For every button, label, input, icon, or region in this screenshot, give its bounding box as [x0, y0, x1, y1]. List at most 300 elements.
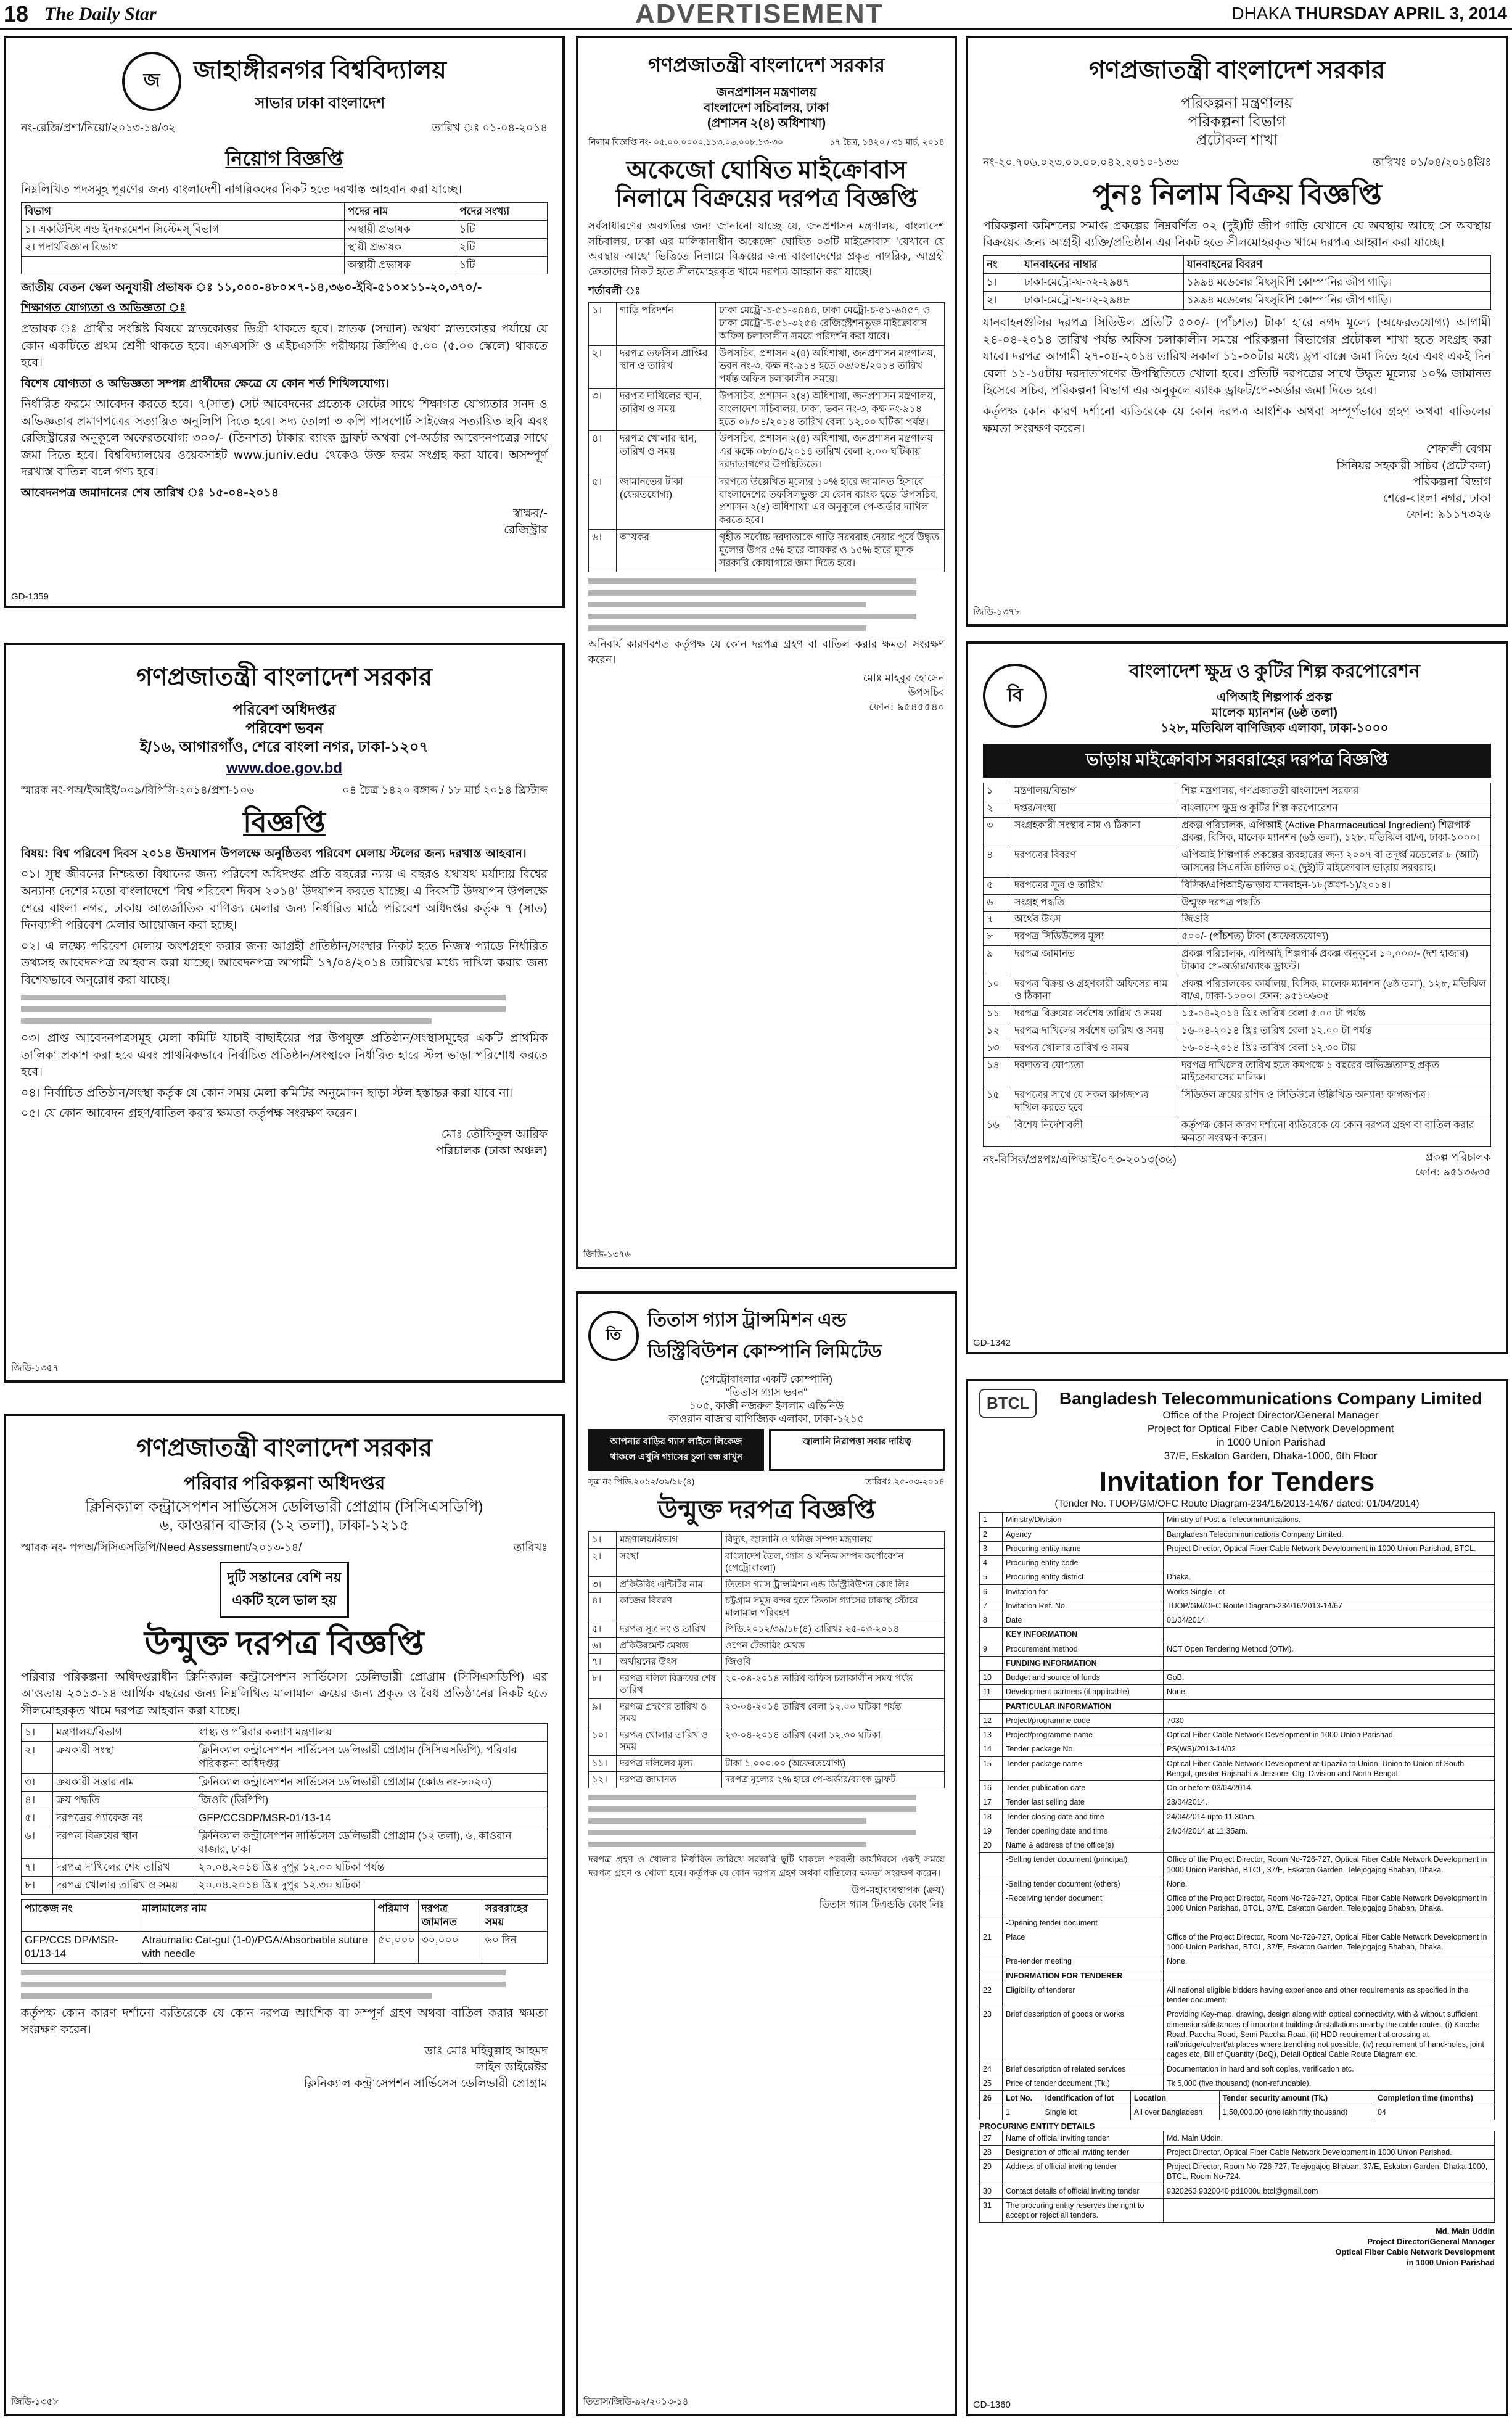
lot-table [979, 2091, 1495, 2120]
ad-titas-gas [576, 1291, 957, 2416]
table-row [22, 1877, 548, 1895]
table-cell: ৬। [589, 1637, 617, 1654]
table-cell: বিসিক/এপিআই/ভাড়ায় যানবাহন-১৮(অংশ-১)/২০১৪। [1178, 877, 1491, 894]
table-cell: ১৩ [984, 1040, 1011, 1057]
table-cell: ৪। [589, 431, 617, 474]
table-cell: ১১। [589, 1755, 617, 1772]
table-cell: দরপত্র খোলার তারিখ ও সময় [1011, 1040, 1178, 1057]
table-cell [980, 1853, 1003, 1877]
table-cell: 21 [980, 1930, 1003, 1954]
table-cell: দরপত্র দাখিলের সর্বশেষ তারিখ ও সময় [1011, 1023, 1178, 1040]
table-row [22, 1773, 548, 1791]
table-cell: Documentation in hard and soft copies, verification etc. [1164, 2062, 1495, 2076]
ad-subtitle: Office of the Project Director/General Manager Project for Optical Fiber Cable Network Development in 1000 Union Parishad 37/E, Eskaton Garden, Dhaka-1000, 6th Floor [1147, 1409, 1394, 1462]
ad-title: গণপ্রজাতন্ত্রী বাংলাদেশ সরকার [647, 54, 885, 76]
table-cell: ২। [589, 1548, 617, 1576]
table-cell: অর্থায়নের উৎস [617, 1654, 722, 1671]
table-row [980, 1584, 1495, 1599]
table-cell: ১৫-০৪-২০১৪ খ্রিঃ তারিখ বেলা ৫.০০ টা পর্যন্ত [1178, 1006, 1491, 1023]
table-row [589, 1654, 945, 1671]
table-cell [1164, 1556, 1495, 1570]
table-row [589, 303, 945, 345]
table-cell: 1,50,000.00 (one lakh fifty thousand) [1219, 2105, 1374, 2120]
conditions-heading: শর্তাবলী ঃ [588, 284, 641, 297]
table-cell: দরপত্র মূল্যের ২% হারে পে-অর্ডার/ব্যাংক ড্রাফট [722, 1772, 945, 1788]
table-cell: ৫০০/- (পাঁচশত) টাকা (অফেরতযোগ্য) [1178, 929, 1491, 946]
table-cell: অস্থায়ী প্রভাষক [344, 256, 456, 274]
table-row [980, 1628, 1495, 1642]
table-cell: Development partners (if applicable) [1003, 1685, 1164, 1699]
table-cell: 2 [980, 1527, 1003, 1541]
table-cell: উপসচিব, প্রশাসন ২(৪) অধিশাখা, জনপ্রশাসন মন্ত্রণালয়, বাংলাদেশ সচিবালয়, ঢাকা, ভবন নং-৩, কক্ষ নং-৯১৪ হতে ০৮/০৪/২০১৪ তারিখ বেলা ১২.০০ ঘটিকা পর্যন্ত। [716, 388, 945, 430]
table-row [980, 1742, 1495, 1756]
table-row [980, 1713, 1495, 1727]
table-cell: ঢাকা-মেট্রো-ঘ-০২-২৯৪৮ [1021, 292, 1184, 310]
table-cell: দরপত্রের প্যাকেজ নং [53, 1809, 195, 1827]
ad-title: তিতাস গ্যাস ট্রান্সমিশন এন্ড ডিস্ট্রিবিউশন কোম্পানি লিমিটেড [647, 1310, 882, 1362]
table-cell: অস্থায়ী প্রভাষক [344, 220, 456, 238]
tender-info-table [979, 1512, 1495, 2091]
table-cell: সরবরাহের সময় [482, 1900, 547, 1932]
vehicles-table [983, 255, 1491, 310]
conditions-table [588, 302, 945, 572]
table-cell: দরপত্র জামানত [1011, 945, 1178, 976]
bscic-logo-icon: বি [983, 664, 1047, 728]
table-cell: আয়কর [617, 529, 716, 572]
table-row [980, 1853, 1495, 1877]
table-cell: ২৩-০৪-২০১৪ তারিখ বেলা ১২.০০ ঘটিকা পর্যন্ত [722, 1698, 945, 1727]
text-line [588, 1806, 916, 1812]
table-cell: -Opening tender document [1003, 1916, 1164, 1930]
table-cell: ২। [984, 292, 1021, 310]
tender-info-table [983, 783, 1491, 1147]
intro-text: পরিবার পরিকল্পনা অধিদপ্তরাধীন ক্লিনিক্যাল কন্ট্রাসেপশন সার্ভিসেস ডেলিভারী প্রোগ্রাম (সিসিএসডিপি) এর আওতায় ২০১৩-১৪ আর্থিক বছরের জন্য নিম্নলিখিত মালামাল ক্রয়ের জন্য প্রকৃত ও বৈধ প্রতিষ্ঠানের নিকট হতে সীলমোহরকৃত খামে দরপত্র আহবান করা যাচ্ছে। [21, 1669, 548, 1718]
table-cell: ৪। [589, 1593, 617, 1621]
table-cell: 19 [980, 1824, 1003, 1838]
gd-number: জিডি-১৩৭৮ [973, 607, 1021, 617]
table-cell: যানবাহনের নাম্বার [1021, 255, 1184, 273]
table-cell [980, 1916, 1003, 1930]
table-cell: Procurement method [1003, 1642, 1164, 1656]
deadline: আবেদনপত্র জমাদানের শেষ তারিখ ঃ ১৫-০৪-২০১৪ [21, 485, 279, 500]
table-row [589, 431, 945, 474]
table-cell: গাড়ি পরিদর্শন [617, 303, 716, 345]
table-cell: উন্মুক্ত দরপত্র পদ্ধতি [1178, 894, 1491, 912]
table-cell: প্রকল্প পরিচালকের কার্যালয়, বিসিক, মালেক ম্যানশন (৬ষ্ঠ তলা), ১২৮, মতিঝিল বা/এ, ঢাকা-১০০০। ফোন: ৯৫১৩৬৩৫ [1178, 976, 1491, 1006]
table-cell: 01/04/2014 [1164, 1613, 1495, 1628]
table-cell: Tender security amount (Tk.) [1219, 2091, 1374, 2105]
table-row [980, 1877, 1495, 1891]
table-row [984, 976, 1491, 1006]
table-cell [980, 1969, 1003, 1983]
table-cell: এপিআই শিল্পপার্ক প্রকল্পের ব্যবহারের জন্য ২০০৭ বা তদূর্ধ্ব মডেলের ৮ (আট) আসনের সিএনজি চালিত ০২ (দুই)টি মাইক্রোবাস ভাড়ায় সরবরাহ। [1178, 847, 1491, 878]
table-row [984, 1057, 1491, 1087]
table-cell: 12 [980, 1713, 1003, 1727]
table-cell: 9320263 9320040 pd1000u.btcl@gmail.com [1164, 2184, 1495, 2198]
table-cell: যানবাহনের বিবরণ [1183, 255, 1490, 273]
table-row [589, 1532, 945, 1549]
ref-number: নং-রেজি/প্রশা/নিয়ো/২০১৩-১৪/৩২ [21, 121, 176, 134]
signature-block: ডাঃ মোঃ মহিবুল্লাহ আহমদ লাইন ডাইরেক্টর ক্লিনিক্যাল কন্ট্রাসেপশন সার্ভিসেস ডেলিভারী প্রোগ্রাম [303, 2043, 548, 2090]
table-cell: 28 [980, 2145, 1003, 2159]
ref-date: ১৭ চৈত্র, ১৪২০ / ৩১ মার্চ, ২০১৪ [829, 137, 945, 147]
table-row [589, 1621, 945, 1638]
table-cell: ৩। [589, 388, 617, 430]
table-cell: 5 [980, 1570, 1003, 1584]
ad-title: বাংলাদেশ ক্ষুদ্র ও কুটির শিল্প করপোরেশন [1129, 661, 1420, 681]
table-cell: Providing Key-map, drawing, design along with optical connectivity, with & without sufficient dimensions/distances of important buildings/installations nearby the cable routes, (i) Kaccha Road, Paccha Road, Semi Paccha Road, (ii) HDD requirement at crossing at rail/bridge/culvert/at places where trenching not possible, (iv) requirement of hand-holes, joint cages etc, Bill of Quantity (BoQ), Detail Optical Cable Route Diagram etc. [1164, 2007, 1495, 2062]
table-cell: কর্তৃপক্ষ কোন কারণ দর্শানো ব্যতিরেকে যে কোন দরপত্র গ্রহণ বা বাতিল করার ক্ষমতা সংরক্ষণ করেন। [1178, 1117, 1491, 1147]
table-cell: ১৬-০৪-২০১৪ খ্রিঃ তারিখ বেলা ১২.৩০ টায় [1178, 1040, 1491, 1057]
ref-date: ০৪ চৈত্র ১৪২০ বঙ্গাব্দ / ১৮ মার্চ ২০১৪ খ্রিস্টাব্দ [342, 784, 548, 796]
table-cell [980, 1628, 1003, 1642]
table-cell: ৮। [589, 1670, 617, 1698]
table-cell: শিল্প মন্ত্রণালয়, গণপ্রজাতন্ত্রী বাংলাদেশ সরকার [1178, 783, 1491, 800]
footer-text: দরপত্র গ্রহণ ও খোলার নির্ধারিত তারিখে সরকারি ছুটি থাকলে পরবর্তী কার্যদিবসে একই সময়ে দরপত্র গ্রহণ ও খোলা হবে। কর্তৃপক্ষ যে কোন দরপত্র গ্রহণ অথবা বাতিলের ক্ষমতা সংরক্ষণ করেন। [588, 1853, 945, 1879]
table-cell: ১টি [456, 220, 548, 238]
table-cell: ৫। [589, 1621, 617, 1638]
table-cell: 20 [980, 1838, 1003, 1853]
table-cell: Invitation Ref. No. [1003, 1599, 1164, 1613]
table-cell: গৃহীত সর্বোচ্চ দরদাতাকে গাড়ি সরবরাহ নেয়ার পূর্বে উদ্ধৃত মূল্যের উপর ৫% হারে আয়কর ও ১৫% হারে মূসক সরকারি কোষাগারে জমা দিতে হবে। [716, 529, 945, 572]
posts-table [21, 202, 548, 274]
table-cell: Tender last selling date [1003, 1795, 1164, 1809]
table-cell: 24/04/2014 upto 11.30am. [1164, 1809, 1495, 1824]
text-line [21, 995, 506, 1000]
table-cell: ক্রয়কারী সংস্থা [53, 1742, 195, 1773]
table-row [589, 345, 945, 388]
table-cell: দরপত্র গ্রহণের তারিখ ও সময় [617, 1698, 722, 1727]
ad-heading: নিয়োগ বিজ্ঞপ্তি [225, 147, 343, 170]
table-cell: ২ [984, 800, 1011, 817]
table-cell: ৫ [984, 877, 1011, 894]
table-row [589, 1772, 945, 1788]
table-cell: ২৩-০৪-২০১৪ তারিখ বেলা ১২.৩০ ঘটিকা [722, 1727, 945, 1755]
table-cell: 24 [980, 2062, 1003, 2076]
table-row [980, 1916, 1495, 1930]
gd-number: জিডি-১৩৭৬ [583, 1249, 631, 1260]
table-cell: ১। [984, 274, 1021, 292]
table-cell: প্যাকেজ নং [22, 1900, 139, 1932]
safety-notice-2: জ্বালানি নিরাপত্তা সবার দায়িত্ব [769, 1429, 945, 1471]
table-row [980, 2076, 1495, 2090]
table-row [980, 1795, 1495, 1809]
table-cell: GFP/CCSDP/MSR-01/13-14 [195, 1809, 548, 1827]
table-row [589, 1670, 945, 1698]
table-cell: Invitation for [1003, 1584, 1164, 1599]
body-para: ০১। সুস্থ জীবনের নিশ্চয়তা বিধানের জন্য পরিবেশ অধিদপ্তর প্রতি বছরের ন্যায় এ বছরও যথাযথ মর্যাদায় বিশ্বের অন্যান্য দেশের মতো বাংলাদেশে 'বিশ্ব পরিবেশ দিবস ২০১৪' উদযাপন করতে যাচ্ছে। এ দিবসটি উদযাপন উপলক্ষে শেরে বাংলা নগর, ঢাকায় আন্তর্জাতিক বাণিজ্য মেলার জন্য নির্ধারিত মাঠে পরিবেশ অধিদপ্তর কর্তৃক ৭ (সাত) দিনব্যাপী পরিবেশ মেলার আয়োজন করা হচ্ছে। [21, 867, 548, 932]
table-cell: 24/04/2014 at 11.35am. [1164, 1824, 1495, 1838]
table-cell: ক্রয় পদ্ধতি [53, 1791, 195, 1809]
table-cell: Name of official inviting tender [1003, 2131, 1164, 2145]
entity-table [979, 2131, 1495, 2223]
titas-logo-icon: তি [588, 1311, 639, 1361]
table-cell: 3 [980, 1541, 1003, 1555]
ref-date: তারিখঃ [513, 1541, 548, 1554]
table-cell: দরপত্র খোলার স্থান, তারিখ ও সময় [617, 431, 716, 474]
table-row [980, 1671, 1495, 1685]
table-cell [1164, 1916, 1495, 1930]
website-link[interactable]: www.doe.gov.bd [226, 760, 342, 776]
table-cell: 8 [980, 1613, 1003, 1628]
table-cell: ক্লিনিক্যাল কন্ট্রাসেপশন সার্ভিসেস ডেলিভারী প্রোগ্রাম (কোড নং-৮০২০) [195, 1773, 548, 1791]
table-cell: -Selling tender document (principal) [1003, 1853, 1164, 1877]
table-cell: Eligibility of tenderer [1003, 1983, 1164, 2007]
intro-text: পরিকল্পনা কমিশনের সমাপ্ত প্রকল্পের নিম্নবর্ণিত ০২ (দুই)টি জীপ গাড়ি যেখানে যে অবস্থায় আছে সে অবস্থায় বিক্রয়ের জন্য আগ্রহী ব্যক্তি/প্রতিষ্ঠান এর নিকট হতে সীলমোহরকৃত খামে দরপত্র আহ্বান করা যাচ্ছে। [983, 218, 1491, 250]
table-cell: বিশেষ নির্দেশাবলী [1011, 1117, 1178, 1147]
table-row [984, 255, 1491, 273]
gd-number: তিতাস/জিডি-৯২/২০১৩-১৪ [583, 2397, 689, 2407]
body-para: ০৩। প্রাপ্ত আবেদনপত্রসমূহ মেলা কমিটি যাচাই বাছাইয়ের পর উপযুক্ত প্রতিষ্ঠান/সংস্থাসমূহের একটি প্রাথমিক তালিকা প্রকাশ করা হবে এবং প্রাথমিকভাবে নির্বাচিত প্রতিষ্ঠান/সংস্থাকে নির্ধারিত হারে স্টল ভাড়া পরিশোধ করতে হবে। [21, 1031, 548, 1079]
table-row [980, 2062, 1495, 2076]
table-cell: স্থায়ী প্রভাষক [344, 238, 456, 256]
table-cell: ৫। [22, 1809, 53, 1827]
table-cell: ৮ [984, 929, 1011, 946]
tender-info-table [21, 1723, 548, 1895]
ad-heading: উন্মুক্ত দরপত্র বিজ্ঞপ্তি [657, 1496, 876, 1525]
text-line [588, 602, 866, 607]
table-row [980, 1728, 1495, 1742]
table-cell: Tender package No. [1003, 1742, 1164, 1756]
table-row [22, 1809, 548, 1827]
table-cell: মন্ত্রণালয়/বিভাগ [53, 1724, 195, 1742]
table-row [980, 2091, 1495, 2105]
ref-date: তারিখ ঃ ০১-০৪-২০১৪ [432, 121, 548, 134]
university-logo-icon: জ [122, 52, 181, 111]
table-row [980, 1954, 1495, 1969]
table-row [22, 1791, 548, 1809]
table-cell: ১০ [984, 976, 1011, 1006]
table-cell: ক্লিনিক্যাল কন্ট্রাসেপশন সার্ভিসেস ডেলিভারী প্রোগ্রাম (১২ তলা), ৬, কাওরান বাজার, ঢাকা [195, 1827, 548, 1858]
table-cell: On or before 03/04/2014. [1164, 1781, 1495, 1795]
ref-number: নং-বিসিক/প্রঃপঃ/এপিআই/০৭৩-২০১৩(৩৬) [983, 1153, 1177, 1166]
table-cell: ৯। [589, 1698, 617, 1727]
table-cell: None. [1164, 1954, 1495, 1969]
table-cell: বিভাগ [22, 202, 345, 220]
table-cell: দরপত্র বিক্রয়ের সর্বশেষ তারিখ ও সময় [1011, 1006, 1178, 1023]
table-row [980, 1781, 1495, 1795]
table-cell: Optical Fiber Cable Network Development in 1000 Union Parishad. [1164, 1728, 1495, 1742]
table-cell: 13 [980, 1728, 1003, 1742]
text-line [21, 1018, 432, 1024]
table-cell: ৩০,০০০ [418, 1932, 482, 1963]
gd-number: GD-1342 [973, 1338, 1011, 1348]
ad-public-administration-auction [576, 36, 957, 1269]
table-row [980, 1983, 1495, 2007]
table-cell: GoB. [1164, 1671, 1495, 1685]
table-cell: দরপত্রের সূত্র ও তারিখ [1011, 877, 1178, 894]
ad-subtitle: সাভার ঢাকা বাংলাদেশ [255, 95, 385, 112]
gd-number: GD-1360 [973, 2400, 1011, 2410]
table-row [980, 1570, 1495, 1584]
table-cell: 11 [980, 1685, 1003, 1699]
table-cell [1164, 1969, 1495, 1983]
table-cell: 04 [1374, 2105, 1494, 2120]
table-cell: 1 [980, 1513, 1003, 1527]
table-cell: -Receiving tender document [1003, 1891, 1164, 1916]
table-cell: দপ্তর/সংস্থা [1011, 800, 1178, 817]
text-line [21, 1993, 432, 1999]
table-cell: ২০.০৪.২০১৪ খ্রিঃ দুপুর ১২.০০ ঘটিকা পর্যন্ত [195, 1858, 548, 1876]
table-row [984, 800, 1491, 817]
tender-info-table [588, 1531, 945, 1788]
ad-subtitle: পরিকল্পনা মন্ত্রণালয় পরিকল্পনা বিভাগ প্রটোকল শাখা [1181, 95, 1293, 149]
table-cell: দরপত্রে উল্লেখিত মূল্যের ১০% হারে জামানত হিসাবে বাংলাদেশের তফসিলভুক্ত যে কোন ব্যাংক হতে 'উপসচিব, প্রশাসন ২(৪) অধিশাখা' এর অনুকূলে পে-অর্ডার দাখিল করতে হবে। [716, 474, 945, 529]
qualification-heading: শিক্ষাগত যোগ্যতা ও অভিজ্ঞতা ঃ [21, 301, 186, 315]
table-cell: Procuring entity code [1003, 1556, 1164, 1570]
table-cell: 14 [980, 1742, 1003, 1756]
table-cell: ২টি [456, 238, 548, 256]
text-line [21, 1006, 506, 1012]
table-row [984, 292, 1491, 310]
table-cell: KEY INFORMATION [1003, 1628, 1164, 1642]
table-row [984, 847, 1491, 878]
ref-date: তারিখঃ ০১/০৪/২০১৪খ্রিঃ [1373, 156, 1491, 168]
ad-subtitle: (পেট্রোবাংলার একটি কোম্পানি) "তিতাস গ্যাস ভবন" ১০৫, কাজী নজরুল ইসলাম এভিনিউ কাওরান বাজার বাণিজ্যিক এলাকা, ঢাকা-১২১৫ [668, 1373, 865, 1425]
table-row [984, 945, 1491, 976]
table-cell: দরপত্র বিক্রয়ের স্থান [53, 1827, 195, 1858]
table-cell: উপসচিব, প্রশাসন ২(৪) অধিশাখা, জনপ্রশাসন মন্ত্রণালয়, ভবন নং-৩, কক্ষ নং-৯১৪ হতে ০৬/০৪/২০১৪ তারিখ পর্যন্ত অফিস চলাকালীন সময়ে। [716, 345, 945, 388]
table-cell: দরপত্র জামানত [418, 1900, 482, 1932]
table-cell: Date [1003, 1613, 1164, 1628]
table-row [22, 202, 548, 220]
table-cell [1164, 1838, 1495, 1853]
table-cell: 18 [980, 1809, 1003, 1824]
table-cell: 17 [980, 1795, 1003, 1809]
signature-block: মোঃ মাহবুব হোসেন উপসচিব ফোন: ৯৫৪৫৫৪০ [863, 672, 945, 714]
table-cell: প্রকিউরিং এন্টিটির নাম [617, 1576, 722, 1593]
ref-number: সূত্র নং পিডি.২০১২/৩৯/১৮(৪) [588, 1476, 695, 1486]
table-cell: -Selling tender document (others) [1003, 1877, 1164, 1891]
table-row [22, 1900, 548, 1932]
table-cell: ১। একাউন্টিং এন্ড ইনফরমেশন সিস্টেমস্‌ বিভাগ [22, 220, 345, 238]
table-cell: দরপত্র খোলার তারিখ ও সময় [53, 1877, 195, 1895]
table-cell: Project Director, Room No-726-727, Telejogajog Bhaban, 37/E, Eskaton Garden, Dhaka-1000, BTCL, Room No-724. [1164, 2160, 1495, 2184]
table-cell: ১। [589, 1532, 617, 1549]
table-cell: 4 [980, 1556, 1003, 1570]
ref-number: স্মারক নং- পপঅ/সিসিএসডিপি/Need Assessment/২০১৩-১৪/ [21, 1541, 302, 1554]
tender-number: (Tender No. TUOP/GM/OFC Route Diagram-234/16/2013-14/67 dated: 01/04/2014) [1054, 1499, 1420, 1510]
table-row [980, 2184, 1495, 2198]
table-cell: প্রকল্প পরিচালক, এপিআই শিল্পপার্ক প্রকল্প অনুকূলে ১০,০০০/- (দশ হাজার) টাকার পে-অর্ডার/ব্যাংক ড্রাফট। [1178, 945, 1491, 976]
table-cell: চট্টগ্রাম সমুদ্র বন্দর হতে তিতাস গ্যাসের ঢাকাস্থ স্টোরে মালামাল পরিবহণ [722, 1593, 945, 1621]
text-line [588, 1842, 866, 1847]
table-row [984, 912, 1491, 929]
table-cell: সংগ্রহকারী সংস্থার নাম ও ঠিকানা [1011, 817, 1178, 847]
table-cell: দরপত্র সূত্র নং ও তারিখ [617, 1621, 722, 1638]
table-cell: ৭ [984, 912, 1011, 929]
table-cell: স্বাস্থ্য ও পরিবার কল্যাণ মন্ত্রণালয় [195, 1724, 548, 1742]
table-row [980, 1699, 1495, 1713]
ref-number: স্মারক নং-পঅ/ইআইই/০০৯/বিপিসি-২০১৪/প্রশা-১০৬ [21, 784, 255, 796]
table-cell: Tender closing date and time [1003, 1809, 1164, 1824]
table-cell: Place [1003, 1930, 1164, 1954]
table-cell: দরপত্র বিক্রয় ও গ্রহণকারী অফিসের নাম ও ঠিকানা [1011, 976, 1178, 1006]
table-cell: ৫০,০০০ [374, 1932, 418, 1963]
table-cell: ৩ [984, 817, 1011, 847]
safety-notice: আপনার বাড়ির গ্যাস লাইনে লিকেজ থাকলে এখুনি গ্যাসের চুলা বন্ধ রাখুন [588, 1429, 764, 1471]
table-row [984, 929, 1491, 946]
table-cell: 22 [980, 1983, 1003, 2007]
table-row [22, 1742, 548, 1773]
table-cell: Price of tender document (Tk.) [1003, 2076, 1164, 2090]
table-cell: 7030 [1164, 1713, 1495, 1727]
ad-subtitle: এপিআই শিল্পপার্ক প্রকল্প মালেক ম্যানশন (৬ষ্ঠ তলা) ১২৮, মতিঝিল বাণিজ্যিক এলাকা, ঢাকা-১০০০ [1161, 691, 1389, 735]
table-cell: দরপত্র দাখিলের তারিখ হতে কমপক্ষে ১ বছরের অভিজ্ঞতাসহ প্রকৃত মাইক্রোবাসের মালিক। [1178, 1057, 1491, 1087]
table-row [589, 1593, 945, 1621]
table-row [22, 1724, 548, 1742]
table-cell [22, 256, 345, 274]
table-cell: 27 [980, 2131, 1003, 2145]
ad-heading: ভাড়ায় মাইক্রোবাস সরবরাহের দরপত্র বিজ্ঞপ্তি [983, 744, 1491, 778]
qualification-text: প্রভাষক ঃ প্রার্থীর সংশ্লিষ্ট বিষয়ে স্নাতকোত্তর ডিগ্রী থাকতে হবে। স্নাতক (সম্মান) অথবা স্নাতকোত্তর পর্যায়ে যে কোন একটিতে প্রথম শ্রেণী থাকতে হবে। এসএসসি ও এইচএসসি পরীক্ষায় জিপিএ ৫.০০ (৫.০০ স্কেলে) থাকতে হবে। [21, 322, 548, 370]
table-cell: দরপত্র দলিল বিক্রয়ের শেষ তারিখ [617, 1670, 722, 1698]
table-cell: Location [1130, 2091, 1219, 2105]
table-cell: সংগ্রহ পদ্ধতি [1011, 894, 1178, 912]
table-cell: 6 [980, 1584, 1003, 1599]
table-cell: দরপত্র তফসিল প্রাপ্তির স্থান ও তারিখ [617, 345, 716, 388]
table-cell: 9 [980, 1642, 1003, 1656]
table-cell: দরপত্র খোলার তারিখ ও সময় [617, 1727, 722, 1755]
table-cell: The procuring entity reserves the right to accept or reject all tenders. [1003, 2198, 1164, 2223]
table-row [589, 1755, 945, 1772]
table-cell: ক্রয়কারী সত্তার নাম [53, 1773, 195, 1791]
table-cell: ১টি [456, 256, 548, 274]
table-row [980, 1756, 1495, 1781]
table-row [984, 1087, 1491, 1117]
table-row [22, 1932, 548, 1963]
table-row [984, 783, 1491, 800]
table-row [980, 2007, 1495, 2062]
ad-subtitle: পরিবেশ অধিদপ্তর পরিবেশ ভবন ই/১৬, আগারগাঁও, শেরে বাংলা নগর, ঢাকা-১২০৭ [139, 702, 429, 755]
table-row [984, 894, 1491, 912]
signature-block: শেফালী বেগম সিনিয়র সহকারী সচিব (প্রটোকল) পরিকল্পনা বিভাগ শেরে-বাংলা নগর, ঢাকা ফোন: ৯১১৭৩২৬ [1336, 442, 1491, 522]
ad-family-planning [4, 1414, 565, 2416]
table-cell: Procuring entity district [1003, 1570, 1164, 1584]
table-row [980, 1527, 1495, 1541]
table-cell: বাংলাদেশ ক্ষুদ্র ও কুটির শিল্প করপোরেশন [1178, 800, 1491, 817]
intro-text: সর্বসাধারণের অবগতির জন্য জানানো যাচ্ছে যে, জনপ্রশাসন মন্ত্রণালয়, বাংলাদেশ সচিবালয়, ঢাকা এর মালিকানাধীন অকেজো ঘোষিত ০৩টি মাইক্রোবাস 'যেখানে যে অবস্থায় আছে' ভিত্তিতে নিলামে বিক্রয়ের জন্য বাংলাদেশের প্রকৃত নাগরিক, আগ্রহী ক্রেতাদের নিকট হতে সীলমোহরকৃত খামে দরপত্র আহ্বান করা যাচ্ছে। [588, 220, 945, 278]
text-line [588, 578, 916, 584]
gd-number: জিডি-১৩৫৭ [11, 1363, 59, 1373]
table-cell: সিডিউল ক্রয়ের রশিদ ও সিডিউলে উল্লিখিত অন্যান্য কাগজপত্র। [1178, 1087, 1491, 1117]
signature-block: স্বাক্ষর/- রেজিস্ট্রার [504, 506, 548, 537]
signature-block: Md. Main Uddin Project Director/General Manager Optical Fiber Cable Network Development in 1000 Union Parishad [1335, 2226, 1495, 2268]
table-cell: ৬। [589, 529, 617, 572]
table-cell: 15 [980, 1756, 1003, 1781]
table-row [980, 1824, 1495, 1838]
table-cell: পদের নাম [344, 202, 456, 220]
table-cell: পরিমাণ [374, 1900, 418, 1932]
table-cell: Designation of official inviting tender [1003, 2145, 1164, 2159]
table-cell: মালামালের নাম [139, 1900, 374, 1932]
table-cell: তিতাস গ্যাস ট্রান্সমিশন এন্ড ডিস্ট্রিবিউশন কোং লিঃ [722, 1576, 945, 1593]
table-cell: Brief description of related services [1003, 2062, 1164, 2076]
table-row [984, 1006, 1491, 1023]
table-cell: Office of the Project Director, Room No-726-727, Optical Fiber Cable Network Development in 1000 Union Parishad, BTCL, 37/E, Eskaton Garden, Telejogajog Bhaban, Dhaka. [1164, 1853, 1495, 1877]
table-cell: ১৬-০৪-২০১৪ খ্রিঃ তারিখ বেলা ১২.০০ টা পর্যন্ত [1178, 1023, 1491, 1040]
table-cell: প্রকিউরমেন্ট মেথড [617, 1637, 722, 1654]
table-row [980, 2198, 1495, 2223]
table-cell: PS(WS)/2013-14/02 [1164, 1742, 1495, 1756]
table-row [980, 1656, 1495, 1670]
table-cell: ২। পদার্থবিজ্ঞান বিভাগ [22, 238, 345, 256]
footer-text: কর্তৃপক্ষ কোন কারণ দর্শানো ব্যতিরেকে যে কোন দরপত্র আংশিক অথবা সম্পূর্ণভাবে গ্রহণ অথবা বাতিলের ক্ষমতা সংরক্ষণ করেন। [983, 405, 1491, 435]
table-cell: ক্লিনিক্যাল কন্ট্রাসেপশন সার্ভিসেস ডেলিভারী প্রোগ্রাম (সিসিএসডিপি), পরিবার পরিকল্পনা অধিদপ্তর [195, 1742, 548, 1773]
ad-title: জাহাঙ্গীরনগর বিশ্ববিদ্যালয় [194, 56, 446, 84]
rules-text: নির্ধারিত ফরমে আবেদন করতে হবে। ৭(সাত) সেট আবেদনের প্রত্যেক সেটের সাথে শিক্ষাগত যোগ্যতার সনদ ও অভিজ্ঞতার প্রমাণপত্রের সত্যায়িত অনুলিপি দিতে হবে। সদ্য তোলা ৩ কপি পাসপোর্ট সাইজের সত্যায়িত ছবি এবং রেজিস্ট্রারের অনুকূলে অফেরতযোগ্য ৩০০/- (তিনশত) টাকার ব্যাংক ড্রাফট অথবা পে-অর্ডার আবেদনপত্রের সাথে জমা দিতে হবে। বিশ্ববিদ্যালয়ের ওয়েবসাইট www.juniv.edu থেকেও উক্ত ফরম সংগ্রহ করা যাবে। অসম্পূর্ণ দরখাস্ত বাতিল বলে গণ্য হবে। [21, 397, 548, 479]
table-cell: Address of official inviting tender [1003, 2160, 1164, 2184]
